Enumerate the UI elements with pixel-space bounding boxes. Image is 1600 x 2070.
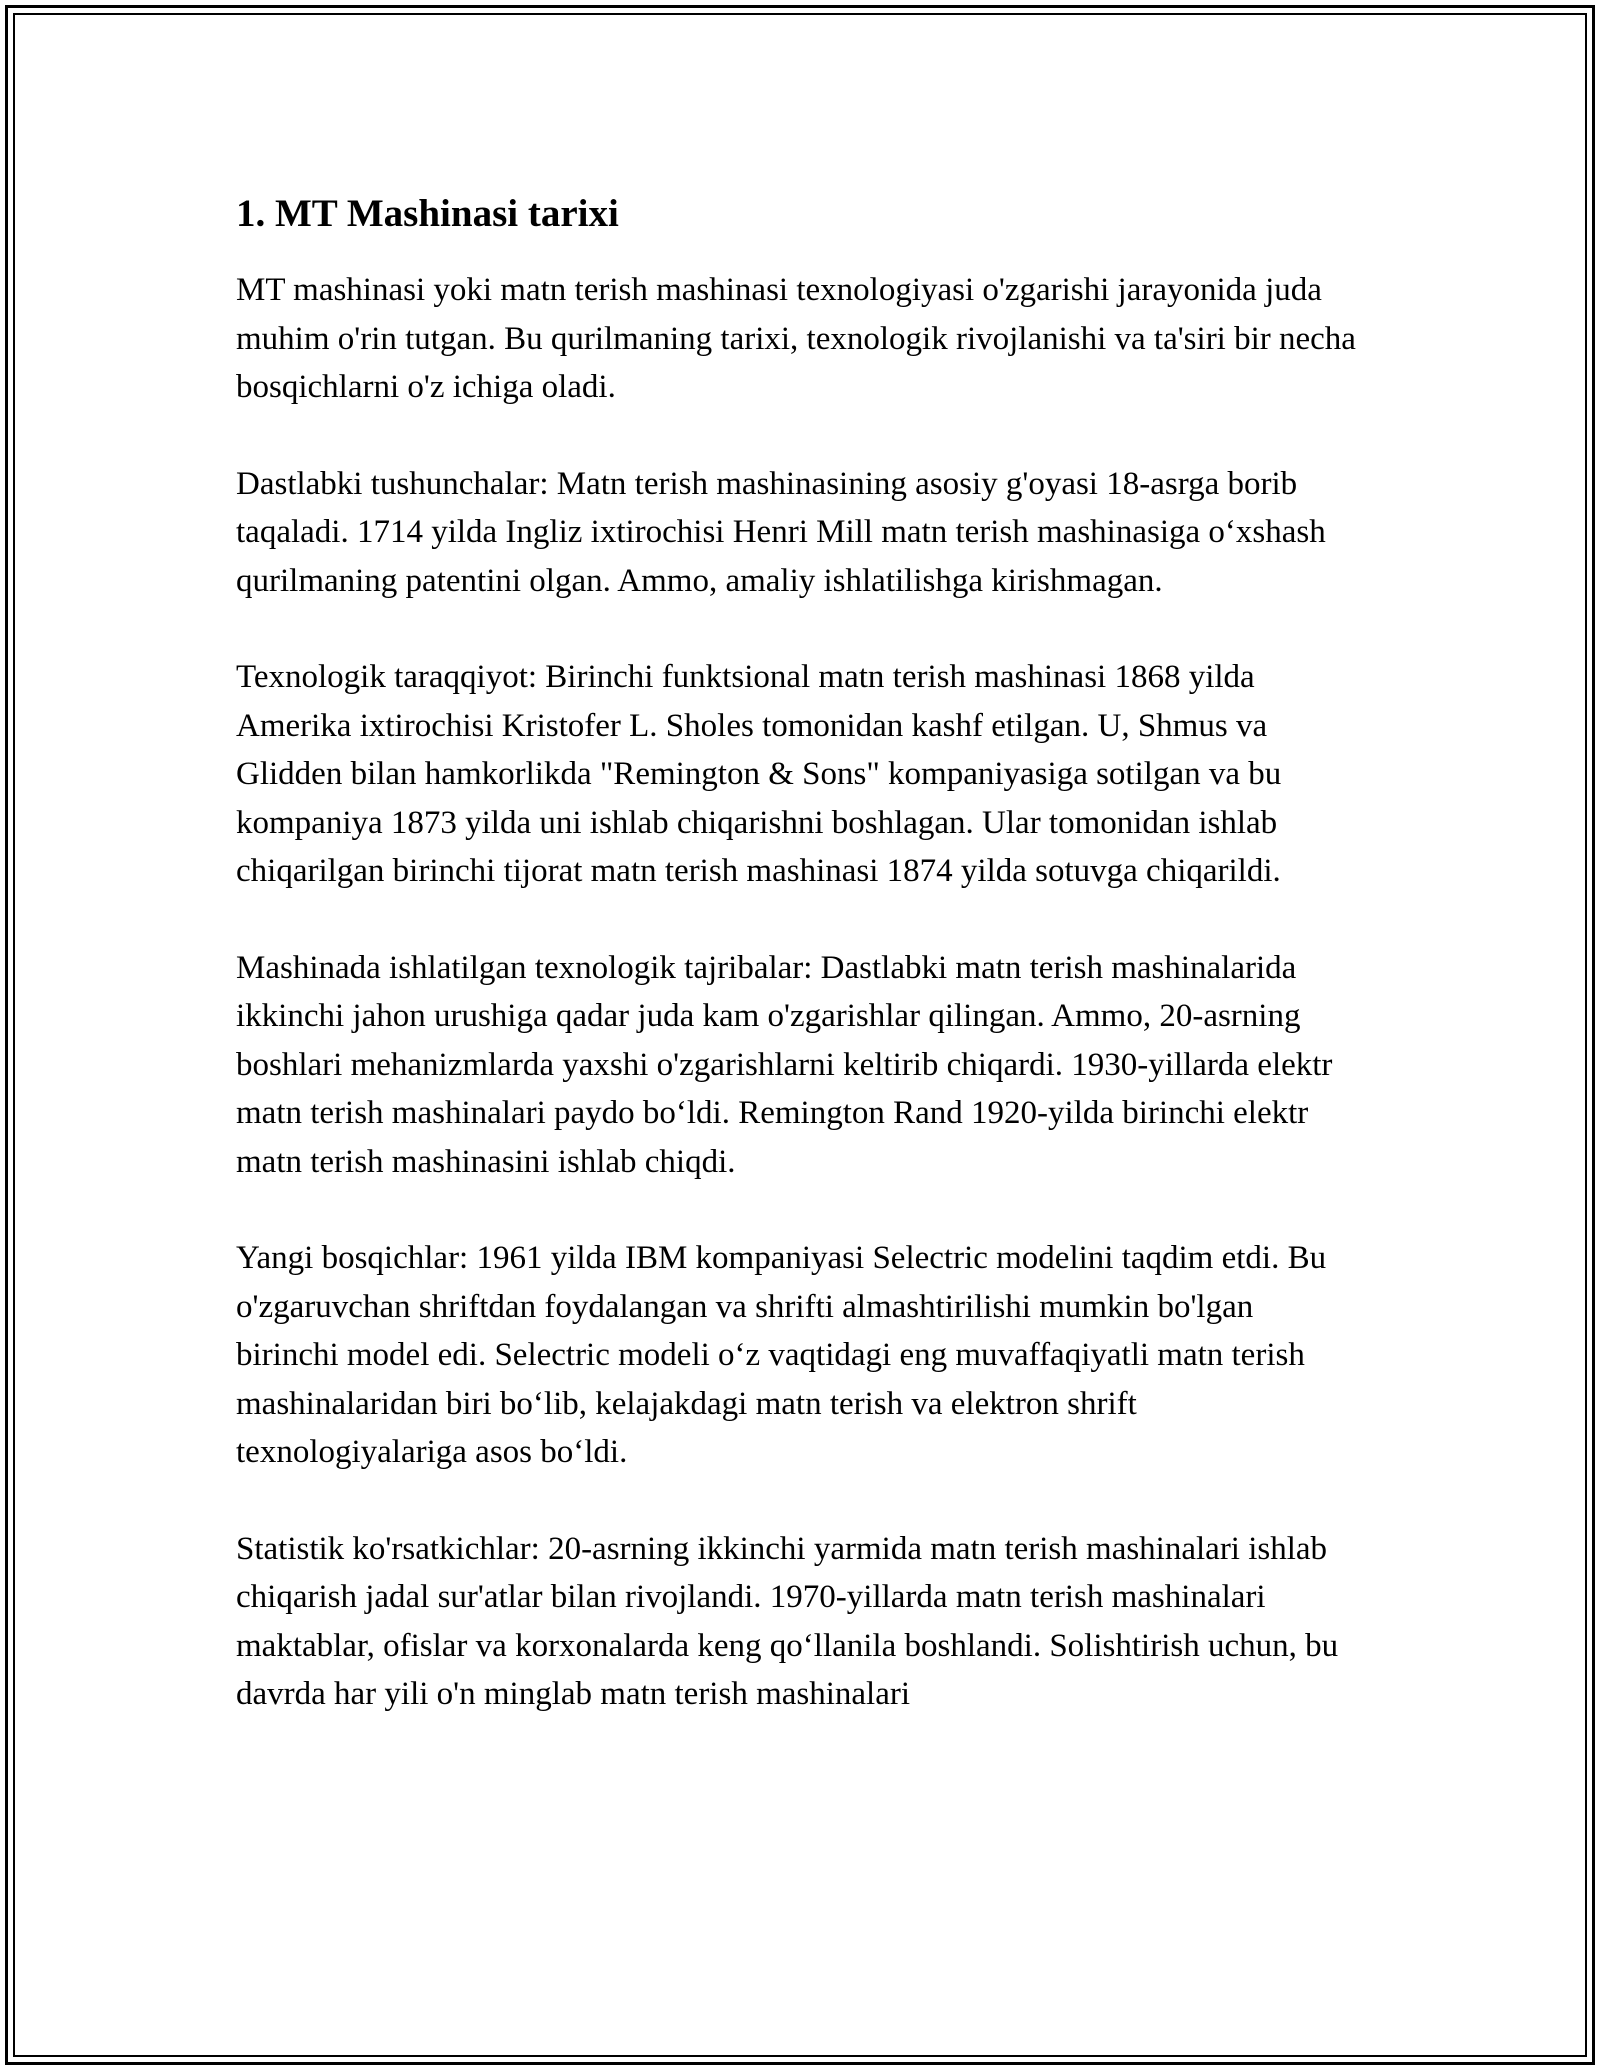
paragraph-new-stages: Yangi bosqichlar: 1961 yilda IBM kompaniyasi Selectric modelini taqdim etdi. Bu o'zgaruvchan shriftdan foydalangan va shrifti almashtirilishi mumkin bo'lgan birinchi model edi. Selectric modeli o‘z vaqtidagi eng muvaffaqiyatli matn terish mashinalaridan biri bo‘lib, kelajakdagi matn terish va elektron shrift texnologiyalariga asos bo‘ldi. bbox=[236, 1240, 1327, 1470]
paragraph-intro: MT mashinasi yoki matn terish mashinasi texnologiyasi o'zgarishi jarayonida juda muhim o'rin tutgan. Bu qurilmaning tarixi, texnologik rivojlanishi va ta'siri bir necha bosqichlarni o'z ichiga oladi. bbox=[236, 272, 1356, 405]
paragraph-statistics: Statistik ko'rsatkichlar: 20-asrning ikkinchi yarmida matn terish mashinalari ishlab chiqarish jadal sur'atlar bilan rivojlandi. 1970-yillarda matn terish mashinalari maktablar, ofislar va korxonalarda keng qo‘llanila boshlandi. Solishtirish uchun, bu davrda har yili o'n minglab matn terish mashinalari bbox=[236, 1530, 1339, 1712]
paragraph-technological-progress: Texnologik taraqqiyot: Birinchi funktsional matn terish mashinasi 1868 yilda Amerika ixtirochisi Kristofer L. Sholes tomonidan kashf etilgan. U, Shmus va Glidden bilan hamkorlikda "Remington & Sons" kompaniyasiga sotilgan va bu kompaniya 1873 yilda uni ishlab chiqarishni boshlagan. Ular tomonidan ishlab chiqarilgan birinchi tijorat matn terish mashinasi 1874 yilda sotuvga chiqarildi. bbox=[236, 659, 1282, 889]
section-heading: 1. MT Mashinasi tarixi bbox=[236, 192, 619, 235]
paragraph-technological-experiments: Mashinada ishlatilgan texnologik tajribalar: Dastlabki matn terish mashinalarida ikkinchi jahon urushiga qadar juda kam o'zgarishlar qilingan. Ammo, 20-asrning boshlari mehanizmlarda yaxshi o'zgarishlarni keltirib chiqardi. 1930-yillarda elektr matn terish mashinalari paydo bo‘ldi. Remington Rand 1920-yilda birinchi elektr matn terish mashinasini ishlab chiqdi. bbox=[236, 949, 1333, 1180]
paragraph-early-concepts: Dastlabki tushunchalar: Matn terish mashinasining asosiy g'oyasi 18-asrga borib taqaladi. 1714 yilda Ingliz ixtirochisi Henri Mill matn terish mashinasiga o‘xshash qurilmaning patentini olgan. Ammo, amaliy ishlatilishga kirishmagan. bbox=[236, 465, 1326, 599]
document-body bbox=[236, 188, 1356, 1767]
